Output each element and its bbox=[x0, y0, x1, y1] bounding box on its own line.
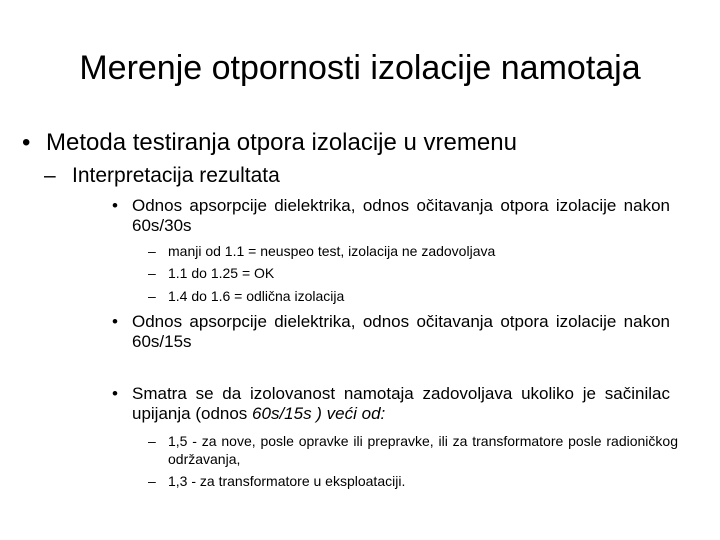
bullet-text: Odnos apsorpcije dielektrika, odnos očitavanja otpora izolacije nakon 60s/30s bbox=[132, 196, 670, 235]
bullet-text: 1,3 - za transformatore u eksploataciji. bbox=[168, 473, 406, 489]
bullet-marker: • bbox=[22, 129, 31, 156]
bullet-level3-item2 bbox=[112, 312, 670, 352]
bullet-marker: • bbox=[112, 312, 118, 331]
dash-marker: – bbox=[148, 288, 156, 304]
bullet-text: Metoda testiranja otpora izolacije u vremenu bbox=[46, 129, 517, 156]
bullet-level4 bbox=[148, 264, 688, 282]
bullet-level4 bbox=[148, 287, 688, 305]
bullet-marker: • bbox=[112, 196, 118, 215]
bullet-text: 1,5 - za nove, posle opravke ili prepravke, ili za transformatore posle radioničkog održavanja, bbox=[168, 433, 678, 467]
bullet-level4 bbox=[148, 242, 688, 260]
bullet-text: Odnos apsorpcije dielektrika, odnos očitavanja otpora izolacije nakon 60s/15s bbox=[132, 312, 670, 351]
bullet-text: Smatra se da izolovanost namotaja zadovoljava ukoliko je sačinilac upijanja (odnos bbox=[132, 384, 670, 423]
bullet-text: 1.4 do 1.6 = odlična izolacija bbox=[168, 288, 345, 304]
bullet-level1 bbox=[22, 128, 686, 158]
bullet-level4 bbox=[148, 432, 678, 468]
bullet-text-italic: 60s/15s ) veći od: bbox=[252, 404, 386, 423]
dash-marker: – bbox=[148, 243, 156, 259]
dash-marker: – bbox=[148, 265, 156, 281]
bullet-text: 1.1 do 1.25 = OK bbox=[168, 265, 275, 281]
slide-title: Merenje otpornosti izolacije namotaja bbox=[79, 49, 641, 87]
bullet-marker: • bbox=[112, 384, 118, 403]
bullet-level4 bbox=[148, 472, 688, 490]
bullet-level3-item1 bbox=[112, 196, 670, 236]
dash-marker: – bbox=[148, 473, 156, 489]
bullet-level2 bbox=[44, 162, 672, 190]
bullet-text: Interpretacija rezultata bbox=[72, 164, 280, 187]
bullet-level3-item3 bbox=[112, 384, 670, 424]
dash-marker: – bbox=[44, 164, 56, 187]
bullet-text: manji od 1.1 = neuspeo test, izolacija ne zadovoljava bbox=[168, 243, 496, 259]
dash-marker: – bbox=[148, 433, 156, 449]
